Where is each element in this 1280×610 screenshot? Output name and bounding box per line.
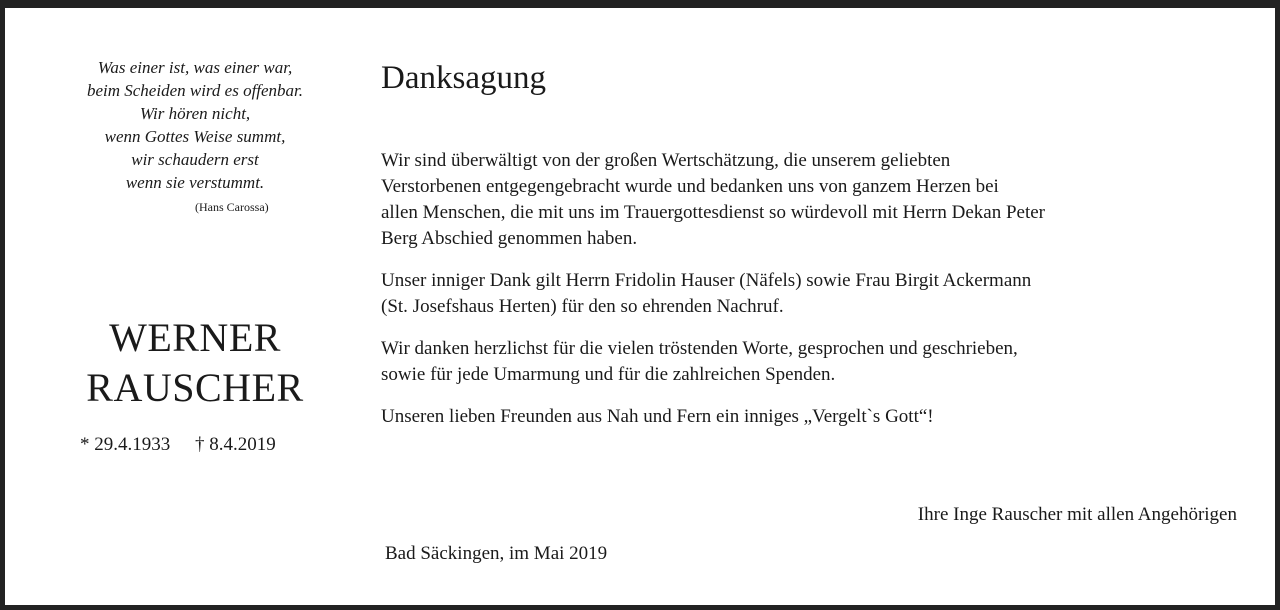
signature: Ihre Inge Rauscher mit allen Angehörigen: [917, 504, 1237, 525]
death-date: † 8.4.2019: [195, 434, 276, 455]
paragraph-line: Unseren lieben Freunden aus Nah und Fern ein inniges „Vergelt`s Gott“!: [381, 406, 934, 427]
deceased-first-name: WERNER: [109, 315, 281, 360]
paragraph-line: Wir danken herzlichst für die vielen tröstenden Worte, gesprochen und geschrieben,: [381, 338, 1018, 359]
paragraph: [381, 268, 1241, 320]
paragraph-line: Wir sind überwältigt von der großen Wertschätzung, die unserem geliebten: [381, 150, 951, 171]
poem-line: wir schaudern erst: [131, 150, 259, 169]
poem-author: (Hans Carossa): [195, 200, 269, 214]
paragraph-line: Unser inniger Dank gilt Herrn Fridolin Hauser (Näfels) sowie Frau Birgit Ackermann: [381, 270, 1032, 291]
paragraph-line: (St. Josefshaus Herten) für den so ehrenden Nachruf.: [381, 296, 784, 317]
poem: [65, 56, 325, 194]
poem-line: wenn sie verstummt.: [125, 173, 265, 192]
poem-line: Was einer ist, was einer war,: [97, 58, 293, 77]
poem-line: beim Scheiden wird es offenbar.: [86, 81, 304, 100]
deceased-name: [45, 313, 345, 413]
place-date: Bad Säckingen, im Mai 2019: [385, 543, 608, 564]
poem-line: wenn Gottes Weise summt,: [104, 127, 286, 146]
life-dates: [80, 434, 276, 456]
paragraph-line: allen Menschen, die mit uns im Trauergottesdienst so würdevoll mit Herrn Dekan Peter: [381, 202, 1046, 223]
paragraph-line: Verstorbenen entgegengebracht wurde und bedanken uns von ganzem Herzen bei: [381, 176, 999, 197]
deceased-last-name: RAUSCHER: [86, 365, 304, 410]
paragraph-line: sowie für jede Umarmung und für die zahlreichen Spenden.: [381, 364, 836, 385]
paragraph: [381, 404, 1241, 430]
left-column: [5, 8, 385, 605]
paragraph: [381, 148, 1241, 252]
notice-title: Danksagung: [381, 60, 546, 96]
paragraph: [381, 336, 1241, 388]
paragraph-line: Berg Abschied genommen haben.: [381, 228, 638, 249]
birth-date: * 29.4.1933: [80, 434, 171, 455]
right-column: [381, 8, 1261, 605]
notice-body: [381, 148, 1241, 446]
poem-line: Wir hören nicht,: [139, 104, 251, 123]
